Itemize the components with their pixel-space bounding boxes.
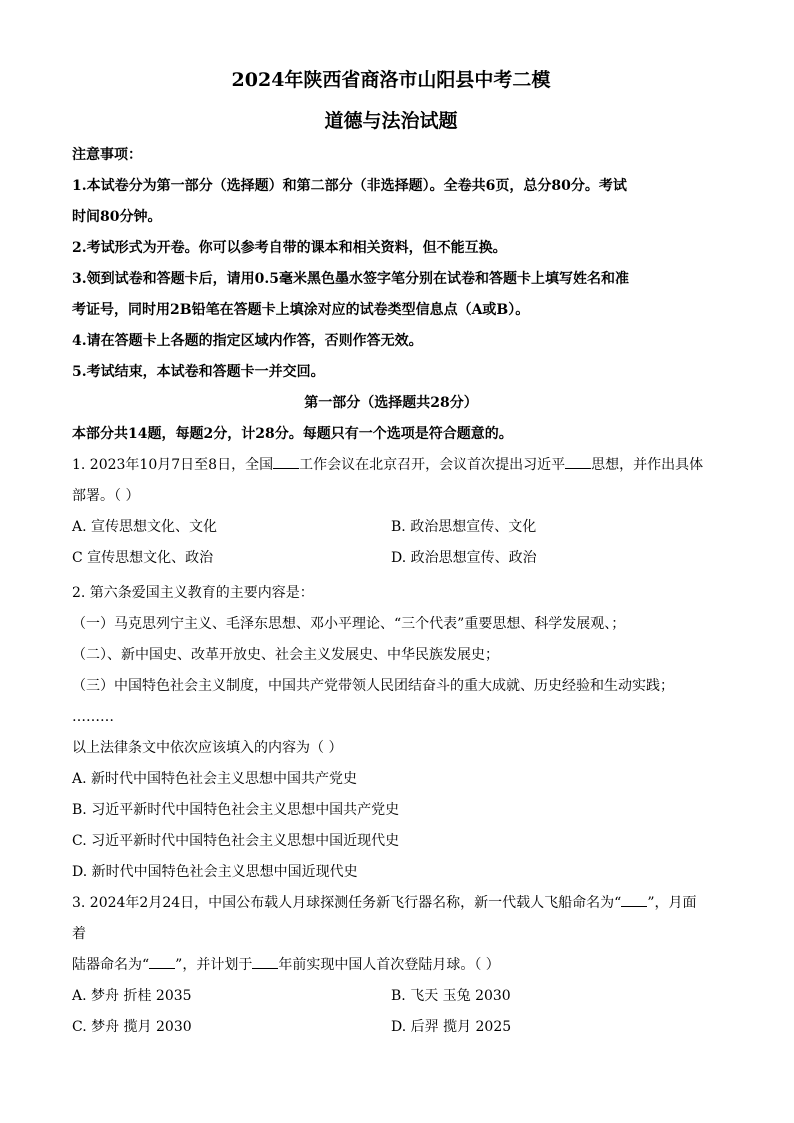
option-c[interactable]: C. 梦舟 揽月 2030 — [72, 1019, 192, 1035]
note-line: 考证号，同时用2B铅笔在答题卡上填涂对应的试卷类型信息点（A或B）。 — [72, 302, 530, 318]
note-line: 1.本试卷分为第一部分（选择题）和第二部分（非选择题）。全卷共6页，总分80分。考试 — [72, 178, 627, 194]
option-d[interactable]: D. 政治思想宣传、政治 — [391, 550, 537, 566]
option-d[interactable]: D. 后羿 揽月 2025 — [391, 1019, 512, 1035]
option-b[interactable]: B. 政治思想宣传、文化 — [391, 519, 537, 535]
note-line: 4.请在答题卡上各题的指定区域内作答，否则作答无效。 — [72, 333, 423, 349]
question-stem — [72, 450, 710, 481]
question-ask: 以上法律条文中依次应该填入的内容为（ ） — [72, 740, 343, 756]
stem-text: ”，月面着 — [72, 895, 697, 942]
options-row — [72, 981, 710, 1012]
note-line: 2.考试形式为开卷。你可以参考自带的课本和相关资料，但不能互换。 — [72, 240, 507, 256]
stem-text: 工作会议在北京召开，会议首次提出习近平 — [299, 457, 566, 473]
question-stem — [72, 888, 710, 950]
question-stem-line: 部署。（ ） — [72, 488, 140, 504]
page-subtitle: 道德与法治试题 — [324, 110, 458, 132]
option-c[interactable]: C. 习近平新时代中国特色社会主义思想中国近现代史 — [72, 833, 400, 849]
stem-text: 1. 2023年10月7日至8日，全国 — [72, 457, 274, 473]
fill-blank — [621, 892, 647, 907]
note-line: 3.领到试卷和答题卡后，请用0.5毫米黑色墨水签字笔分别在试卷和答题卡上填写姓名和准 — [72, 271, 629, 287]
section-title: 第一部分（选择题共28分） — [304, 395, 478, 411]
stem-text: 3. 2024年2月24日，中国公布载人月球探测任务新飞行器名称，新一代载人飞船命名为“ — [72, 895, 622, 911]
option-d[interactable]: D. 新时代中国特色社会主义思想中国近现代史 — [72, 864, 358, 880]
options-row — [72, 512, 710, 543]
law-item: （一）马克思列宁主义、毛泽东思想、邓小平理论、“三个代表”重要思想、科学发展观、； — [72, 616, 626, 632]
section-description: 本部分共14题，每题2分，计28分。每题只有一个选项是符合题意的。 — [72, 426, 513, 442]
options-row — [72, 543, 710, 574]
question-2 — [72, 578, 710, 888]
question-3 — [72, 888, 710, 1043]
notes-section — [72, 140, 710, 388]
notes-heading: 注意事项： — [72, 147, 142, 163]
options-row — [72, 1012, 710, 1043]
fill-blank — [252, 954, 278, 969]
fill-blank — [273, 454, 299, 469]
question-stem: 2. 第六条爱国主义教育的主要内容是： — [72, 585, 314, 601]
stem-text: 思想，并作出具体 — [591, 457, 704, 473]
stem-text: 陆器命名为“ — [72, 957, 150, 973]
option-c[interactable]: C 宣传思想文化、政治 — [72, 550, 214, 566]
law-item: （二）、新中国史、改革开放史、社会主义发展史、中华民族发展史； — [72, 647, 499, 663]
note-line: 5.考试结束，本试卷和答题卡一并交回。 — [72, 364, 325, 380]
note-line: 时间80分钟。 — [72, 209, 162, 225]
stem-text: ”，并计划于 — [175, 957, 253, 973]
stem-text: 年前实现中国人首次登陆月球。（ ） — [278, 957, 500, 973]
fill-blank — [149, 954, 175, 969]
ellipsis: ……… — [72, 709, 114, 725]
option-a[interactable]: A. 新时代中国特色社会主义思想中国共产党史 — [72, 771, 358, 787]
page-title: 2024年陕西省商洛市山阳县中考二模 — [231, 69, 551, 91]
question-1 — [72, 450, 710, 574]
option-b[interactable]: B. 飞天 玉兔 2030 — [391, 988, 511, 1004]
option-a[interactable]: A. 梦舟 折桂 2035 — [72, 988, 192, 1004]
law-item: （三）中国特色社会主义制度，中国共产党带领人民团结奋斗的重大成就、历史经验和生动实践； — [72, 678, 674, 694]
fill-blank — [565, 454, 591, 469]
option-b[interactable]: B. 习近平新时代中国特色社会主义思想中国共产党史 — [72, 802, 400, 818]
option-a[interactable]: A. 宣传思想文化、文化 — [72, 519, 218, 535]
question-stem-line — [72, 950, 710, 981]
